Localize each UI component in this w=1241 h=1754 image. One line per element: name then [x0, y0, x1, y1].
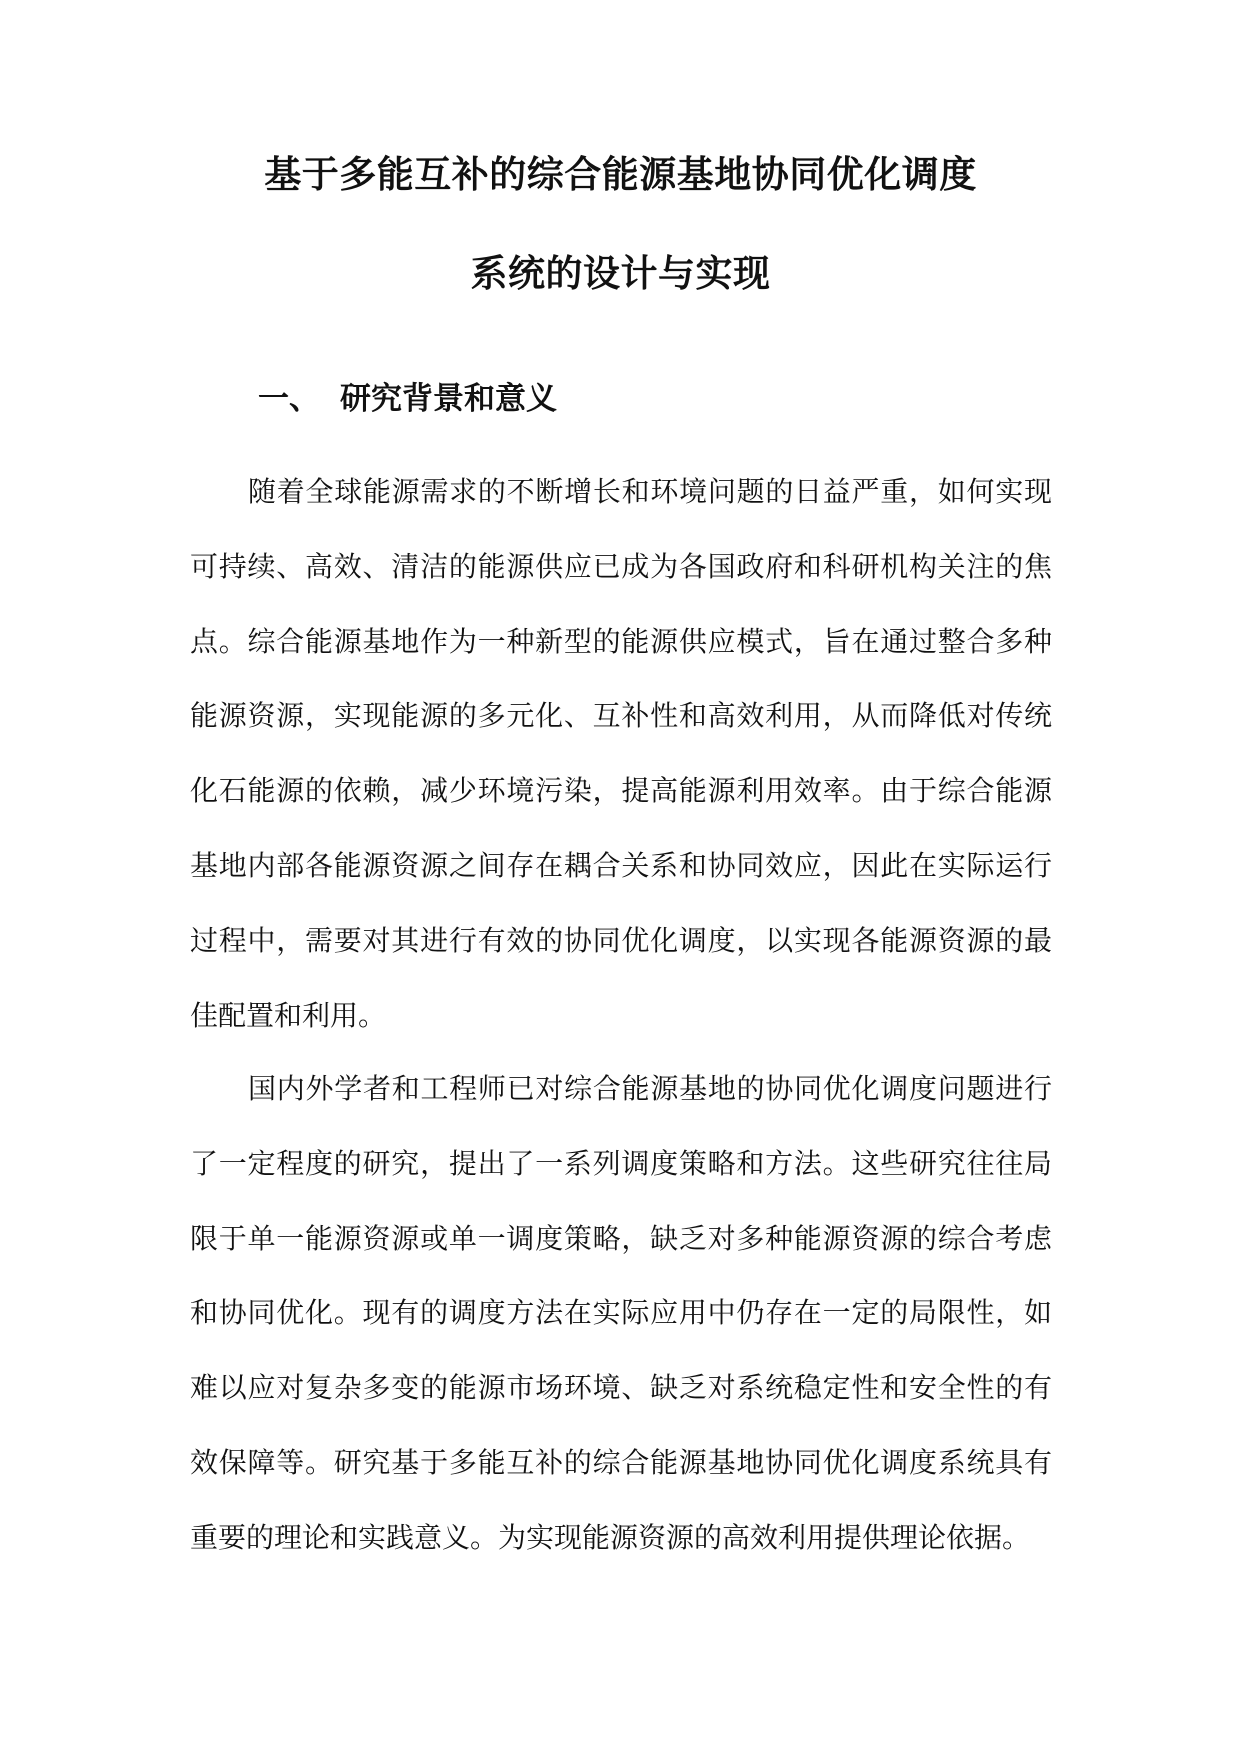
body-paragraph-1: 随着全球能源需求的不断增长和环境问题的日益严重，如何实现可持续、高效、清洁的能源供应已成为各国政府和科研机构关注的焦点。综合能源基地作为一种新型的能源供应模式，旨在通过整合多种能源资源，实现能源的多元化、互补性和高效利用，从而降低对传统化石能源的依赖，减少环境污染，提高能源利用效率。由于综合能源基地内部各能源资源之间存在耦合关系和协同效应，因此在实际运行过程中，需要对其进行有效的协同优化调度，以实现各能源资源的最佳配置和利用。: [190, 475, 1052, 1032]
section-heading: [258, 377, 557, 421]
body-paragraph-2: 国内外学者和工程师已对综合能源基地的协同优化调度问题进行了一定程度的研究，提出了一系列调度策略和方法。这些研究往往局限于单一能源资源或单一调度策略，缺乏对多种能源资源的综合考虑和协同优化。现有的调度方法在实际应用中仍存在一定的局限性，如难以应对复杂多变的能源市场环境、缺乏对系统稳定性和安全性的有效保障等。研究基于多能互补的综合能源基地协同优化调度系统具有重要的理论和实践意义。为实现能源资源的高效利用提供理论依据。: [190, 1072, 1052, 1554]
document-title-line-2: 系统的设计与实现: [470, 251, 771, 295]
section-title: 研究背景和意义: [340, 381, 557, 417]
section-number: 一、: [258, 381, 320, 417]
document-title-line-1: 基于多能互补的综合能源基地协同优化调度: [264, 152, 977, 196]
